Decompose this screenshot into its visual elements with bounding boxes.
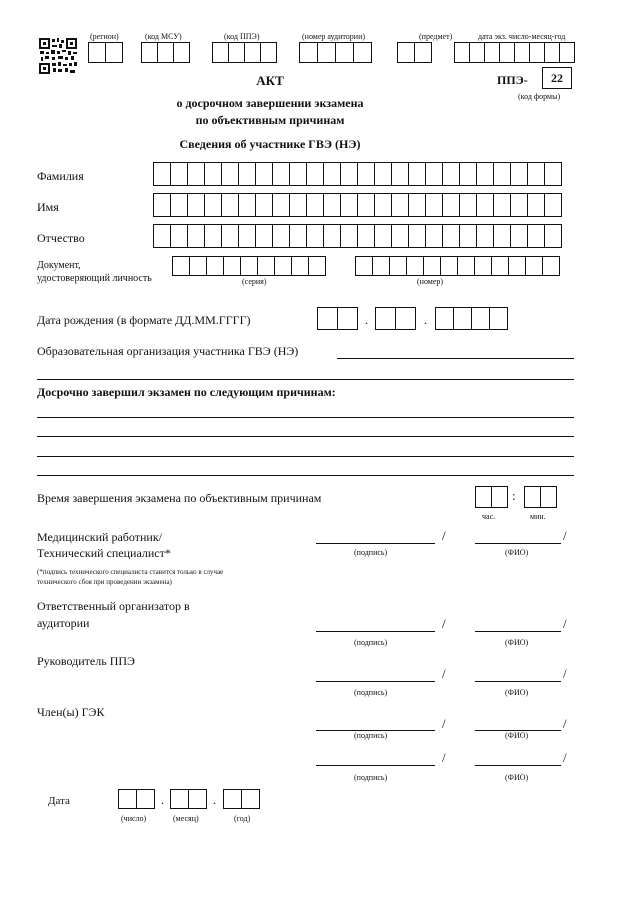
letter-cell[interactable] <box>406 256 424 276</box>
letter-cell[interactable] <box>289 193 307 217</box>
letter-cell[interactable] <box>238 162 256 186</box>
time-label: Время завершения экзамена по объективным причинам <box>37 491 322 505</box>
reason-line-1[interactable] <box>37 417 574 418</box>
gek-slash-2: / <box>442 750 446 765</box>
date-dot-2: . <box>213 793 216 807</box>
letter-cell[interactable] <box>223 256 241 276</box>
letter-cell[interactable] <box>374 162 392 186</box>
ppe-code-cells[interactable] <box>212 42 277 63</box>
form-code-caption: (код формы) <box>518 92 561 101</box>
letter-cell[interactable] <box>238 193 256 217</box>
gek-label: Член(ы) ГЭК <box>37 705 105 719</box>
letter-cell[interactable] <box>357 162 375 186</box>
letter-cell[interactable] <box>206 256 224 276</box>
letter-cell[interactable] <box>204 224 222 248</box>
letter-cell[interactable] <box>389 256 407 276</box>
minutes-cells[interactable] <box>524 486 557 508</box>
head-slash: / <box>442 666 446 681</box>
medic-label-2: Технический специалист* <box>37 546 171 560</box>
letter-cell[interactable] <box>357 193 375 217</box>
letter-cell[interactable] <box>306 224 324 248</box>
medic-sign-caption: (подпись) <box>354 548 388 557</box>
room-label: (номер аудитории) <box>302 32 366 41</box>
exam-date-cells[interactable] <box>454 42 575 63</box>
reasons-title: Досрочно завершил экзамен по следующим причинам: <box>37 385 336 399</box>
letter-cell[interactable] <box>493 162 511 186</box>
gek-slash-1b: / <box>563 716 567 731</box>
patronymic-label: Отчество <box>37 231 85 245</box>
gek-sign-caption-1: (подпись) <box>354 731 388 740</box>
hours-cells[interactable] <box>475 486 508 508</box>
letter-cell[interactable] <box>272 193 290 217</box>
letter-cell[interactable] <box>425 224 443 248</box>
msu-label: (код МСУ) <box>145 32 182 41</box>
letter-cell[interactable] <box>423 256 441 276</box>
letter-cell[interactable] <box>408 224 426 248</box>
date-year-caption: (год) <box>234 814 251 823</box>
letter-cell[interactable] <box>187 224 205 248</box>
letter-cell[interactable] <box>204 193 222 217</box>
letter-cell[interactable] <box>527 162 545 186</box>
letter-cell[interactable] <box>289 162 307 186</box>
letter-cell[interactable] <box>491 256 509 276</box>
letter-cell[interactable] <box>374 193 392 217</box>
letter-cell[interactable] <box>272 162 290 186</box>
letter-cell[interactable] <box>391 193 409 217</box>
medic-sign-line[interactable] <box>316 543 435 544</box>
letter-cell[interactable] <box>510 162 528 186</box>
letter-cell[interactable] <box>291 256 309 276</box>
letter-cell[interactable] <box>272 224 290 248</box>
patronymic-cells[interactable] <box>153 224 562 248</box>
letter-cell[interactable] <box>527 224 545 248</box>
document-series-cells[interactable] <box>172 256 326 276</box>
organizer-fio-caption: (ФИО) <box>505 638 529 647</box>
letter-cell[interactable] <box>240 256 258 276</box>
letter-cell[interactable] <box>476 193 494 217</box>
reason-line-4[interactable] <box>37 475 574 476</box>
org-line[interactable] <box>337 358 574 359</box>
letter-cell[interactable] <box>508 256 526 276</box>
surname-label: Фамилия <box>37 169 84 183</box>
letter-cell[interactable] <box>170 224 188 248</box>
letter-cell[interactable] <box>408 162 426 186</box>
letter-cell[interactable] <box>476 162 494 186</box>
letter-cell[interactable] <box>153 224 171 248</box>
ppe-code-label: (код ППЭ) <box>224 32 260 41</box>
organizer-label-2: аудитории <box>37 616 90 630</box>
birth-year-cells[interactable] <box>435 307 508 330</box>
gek-slash-1: / <box>442 716 446 731</box>
letter-cell[interactable] <box>442 162 460 186</box>
org-label: Образовательная организация участника ГВЭ (НЭ) <box>37 344 299 358</box>
document-number-cells[interactable] <box>355 256 560 276</box>
series-caption: (серия) <box>242 277 267 286</box>
letter-cell[interactable] <box>172 256 190 276</box>
letter-cell[interactable] <box>323 224 341 248</box>
letter-cell[interactable] <box>440 256 458 276</box>
letter-cell[interactable] <box>391 224 409 248</box>
organizer-fio-line[interactable] <box>475 631 561 632</box>
letter-cell[interactable] <box>170 162 188 186</box>
letter-cell[interactable] <box>442 224 460 248</box>
letter-cell[interactable] <box>257 256 275 276</box>
gek-fio-caption-1: (ФИО) <box>505 731 529 740</box>
letter-cell[interactable] <box>153 193 171 217</box>
letter-cell[interactable] <box>527 193 545 217</box>
time-colon: : <box>512 488 516 503</box>
letter-cell[interactable] <box>255 162 273 186</box>
date-month-cells[interactable] <box>170 789 207 809</box>
letter-cell[interactable] <box>425 162 443 186</box>
date-month-caption: (месяц) <box>173 814 199 823</box>
letter-cell[interactable] <box>544 162 562 186</box>
reason-line-2[interactable] <box>37 436 574 437</box>
letter-cell[interactable] <box>306 193 324 217</box>
gek-slash-2b: / <box>563 750 567 765</box>
organizer-slash-2: / <box>563 616 567 631</box>
tech-note-2: технического сбоя при проведении экзамена) <box>37 578 172 586</box>
org-line-2[interactable] <box>37 379 574 380</box>
exam-date-label: дата экз. число-месяц-год <box>478 32 566 41</box>
birth-date-label: Дата рождения (в формате ДД.ММ.ГГГГ) <box>37 313 251 327</box>
letter-cell[interactable] <box>189 256 207 276</box>
document-label-2: удостоверяющий личность <box>37 273 152 284</box>
medic-label-1: Медицинский работник/ <box>37 530 162 544</box>
medic-fio-caption: (ФИО) <box>505 548 529 557</box>
organizer-sign-line[interactable] <box>316 631 435 632</box>
medic-fio-line[interactable] <box>475 543 561 544</box>
letter-cell[interactable] <box>170 193 188 217</box>
reason-line-3[interactable] <box>37 456 574 457</box>
letter-cell[interactable] <box>459 224 477 248</box>
head-sign-line[interactable] <box>316 681 435 682</box>
letter-cell[interactable] <box>153 162 171 186</box>
medic-slash-2: / <box>563 528 567 543</box>
letter-cell[interactable] <box>476 224 494 248</box>
form-code-prefix: ППЭ- <box>497 73 528 87</box>
date-dot-1: . <box>161 793 164 807</box>
number-caption: (номер) <box>417 277 444 286</box>
qr-code-icon <box>38 37 78 75</box>
date-label: Дата <box>48 795 70 807</box>
medic-slash: / <box>442 528 446 543</box>
letter-cell[interactable] <box>323 162 341 186</box>
head-slash-2: / <box>563 666 567 681</box>
head-label: Руководитель ППЭ <box>37 654 135 668</box>
act-title: АКТ <box>256 73 284 88</box>
letter-cell[interactable] <box>474 256 492 276</box>
letter-cell[interactable] <box>204 162 222 186</box>
letter-cell[interactable] <box>340 224 358 248</box>
gek-fio-caption-2: (ФИО) <box>505 773 529 782</box>
room-cells[interactable] <box>299 42 372 63</box>
letter-cell[interactable] <box>340 193 358 217</box>
date-day-caption: (число) <box>121 814 147 823</box>
head-sign-caption: (подпись) <box>354 688 388 697</box>
letter-cell[interactable] <box>544 224 562 248</box>
letter-cell[interactable] <box>340 162 358 186</box>
section-title: Сведения об участнике ГВЭ (НЭ) <box>179 137 361 151</box>
letter-cell[interactable] <box>525 256 543 276</box>
region-label: (регион) <box>90 32 119 41</box>
birth-day-cells[interactable] <box>317 307 358 330</box>
letter-cell[interactable] <box>221 193 239 217</box>
birth-date-dot-1: . <box>365 313 368 327</box>
letter-cell[interactable] <box>355 256 373 276</box>
letter-cell[interactable] <box>306 162 324 186</box>
act-subtitle-2: по объективным причинам <box>195 113 345 127</box>
organizer-label-1: Ответственный организатор в <box>37 599 190 613</box>
msu-cells[interactable] <box>141 42 190 63</box>
letter-cell[interactable] <box>357 224 375 248</box>
letter-cell[interactable] <box>391 162 409 186</box>
minutes-caption: мин. <box>530 512 546 521</box>
surname-cells[interactable] <box>153 162 562 186</box>
organizer-slash: / <box>442 616 446 631</box>
head-fio-caption: (ФИО) <box>505 688 529 697</box>
birth-month-cells[interactable] <box>375 307 416 330</box>
gek-fio-line-2[interactable] <box>475 765 561 766</box>
letter-cell[interactable] <box>323 193 341 217</box>
letter-cell[interactable] <box>442 193 460 217</box>
letter-cell[interactable] <box>221 162 239 186</box>
letter-cell[interactable] <box>493 193 511 217</box>
letter-cell[interactable] <box>274 256 292 276</box>
letter-cell[interactable] <box>221 224 239 248</box>
letter-cell[interactable] <box>542 256 560 276</box>
gek-sign-caption-2: (подпись) <box>354 773 388 782</box>
region-cells[interactable] <box>88 42 123 63</box>
letter-cell[interactable] <box>459 193 477 217</box>
letter-cell[interactable] <box>187 162 205 186</box>
letter-cell[interactable] <box>459 162 477 186</box>
form-code-box: 22 <box>542 67 572 89</box>
letter-cell[interactable] <box>493 224 511 248</box>
tech-note-1: (*подпись технического специалиста ставится только в случае <box>37 568 224 576</box>
name-cells[interactable] <box>153 193 562 217</box>
letter-cell[interactable] <box>289 224 307 248</box>
birth-date-dot-2: . <box>424 313 427 327</box>
letter-cell[interactable] <box>544 193 562 217</box>
letter-cell[interactable] <box>255 193 273 217</box>
letter-cell[interactable] <box>510 224 528 248</box>
letter-cell[interactable] <box>457 256 475 276</box>
subject-label: (предмет) <box>419 32 453 41</box>
hours-caption: час. <box>482 512 496 521</box>
letter-cell[interactable] <box>425 193 443 217</box>
letter-cell[interactable] <box>308 256 326 276</box>
letter-cell[interactable] <box>238 224 256 248</box>
act-subtitle-1: о досрочном завершении экзамена <box>176 96 364 110</box>
date-year-cells[interactable] <box>223 789 260 809</box>
name-label: Имя <box>37 200 59 214</box>
date-day-cells[interactable] <box>118 789 155 809</box>
letter-cell[interactable] <box>187 193 205 217</box>
letter-cell[interactable] <box>510 193 528 217</box>
letter-cell[interactable] <box>255 224 273 248</box>
head-fio-line[interactable] <box>475 681 561 682</box>
gek-sign-line-2[interactable] <box>316 765 435 766</box>
document-label-1: Документ, <box>37 260 81 271</box>
organizer-sign-caption: (подпись) <box>354 638 388 647</box>
letter-cell[interactable] <box>408 193 426 217</box>
subject-cells[interactable] <box>397 42 432 63</box>
letter-cell[interactable] <box>374 224 392 248</box>
letter-cell[interactable] <box>372 256 390 276</box>
